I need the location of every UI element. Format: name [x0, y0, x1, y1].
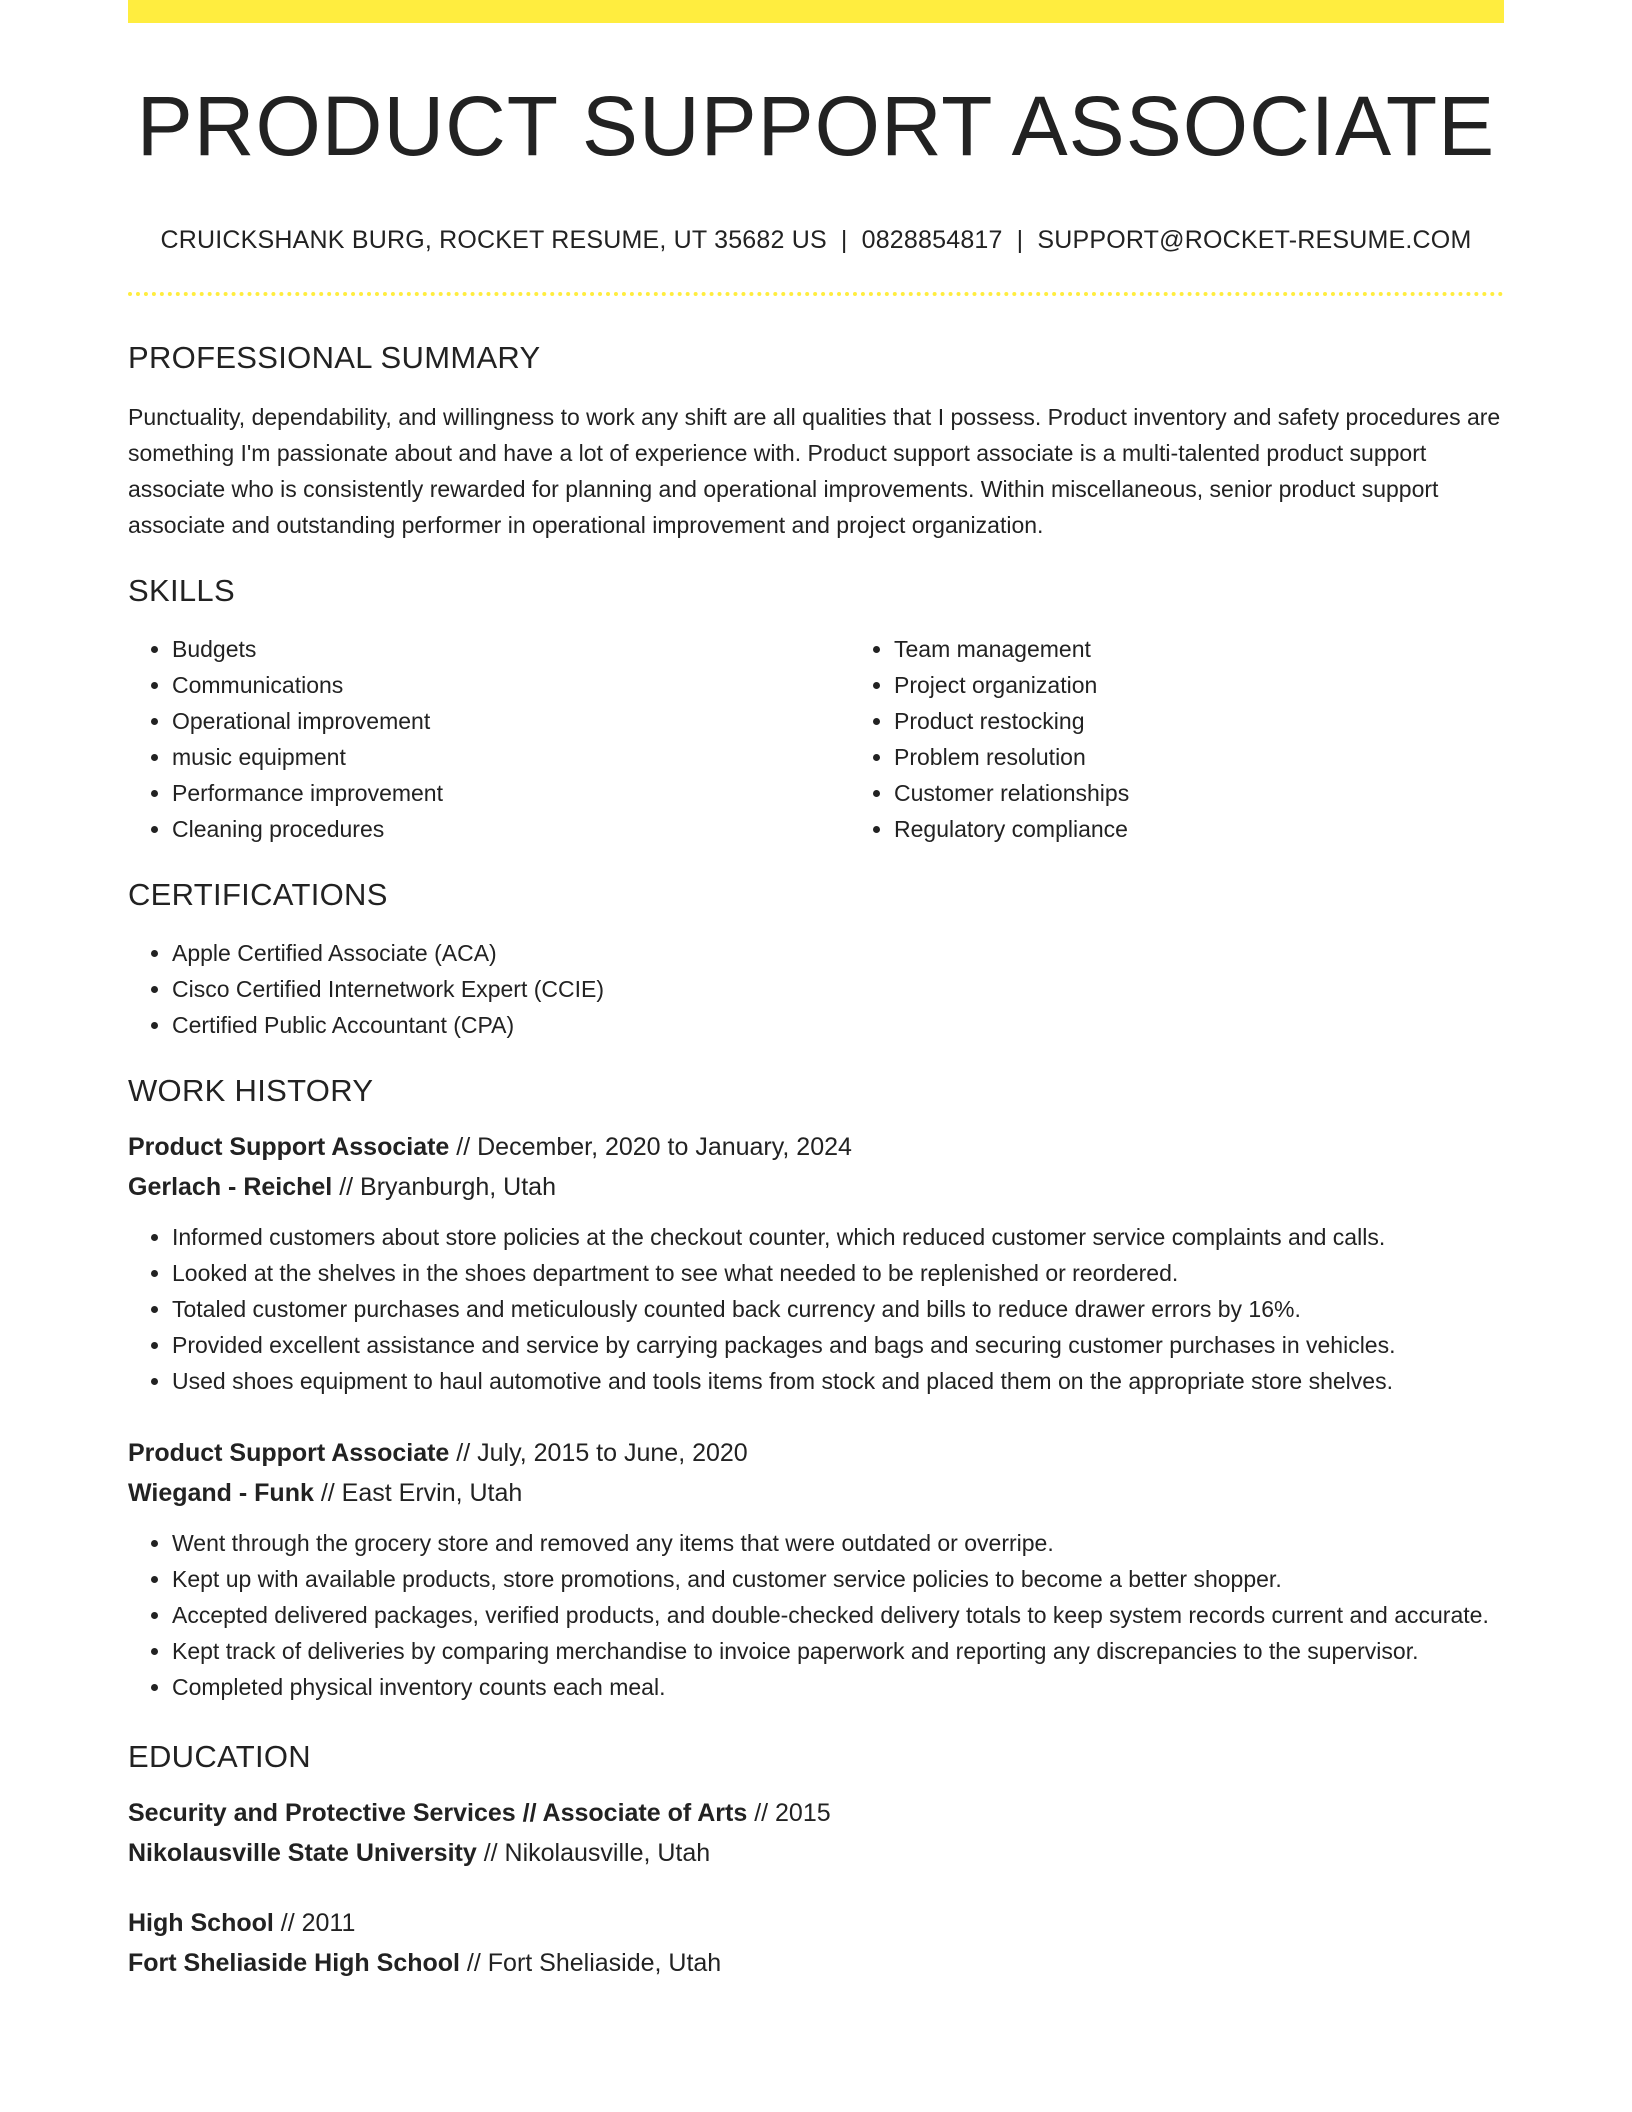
- skills-section: [128, 573, 1504, 847]
- education-degree: High School: [128, 1909, 274, 1938]
- resume-page: [128, 0, 1504, 1983]
- education-degree: Security and Protective Services // Associate of Arts: [128, 1799, 748, 1828]
- skill-item: • music equipment: [172, 739, 850, 775]
- job-bullet: • Totaled customer purchases and meticulously counted back currency and bills to reduce drawer errors by 16%.: [172, 1291, 1504, 1327]
- job-bullet: • Kept track of deliveries by comparing merchandise to invoice paperwork and reporting any discrepancies to the supervisor.: [172, 1633, 1504, 1669]
- job-company: Gerlach - Reichel: [128, 1173, 333, 1202]
- job-dates: // December, 2020 to January, 2024: [449, 1133, 852, 1162]
- job-dates: // July, 2015 to June, 2020: [449, 1439, 748, 1468]
- skill-item: • Project organization: [894, 667, 1572, 703]
- skill-item: • Team management: [894, 631, 1572, 667]
- skill-item: • Cleaning procedures: [172, 811, 850, 847]
- education-location: // Nikolausville, Utah: [476, 1839, 711, 1868]
- job-bullets: [128, 1219, 1504, 1399]
- education-year: // 2015: [747, 1799, 831, 1828]
- certification-item: • Cisco Certified Internetwork Expert (CCIE): [172, 971, 1504, 1007]
- certifications-list: [128, 935, 1504, 1043]
- certification-item: • Certified Public Accountant (CPA): [172, 1007, 1504, 1043]
- section-title-work-history: WORK HISTORY: [128, 1073, 374, 1109]
- education-degree-line: [128, 1793, 1504, 1833]
- contact-email: SUPPORT@ROCKET-RESUME.COM: [1037, 226, 1472, 255]
- job-bullet: • Accepted delivered packages, verified products, and double-checked delivery totals to keep system records current and accurate.: [172, 1597, 1504, 1633]
- skill-item: • Product restocking: [894, 703, 1572, 739]
- contact-separator: |: [840, 226, 848, 255]
- education-degree-line: [128, 1903, 1504, 1943]
- contact-line: [128, 226, 1504, 255]
- skills-list-right: [850, 631, 1572, 847]
- job-bullet: • Used shoes equipment to haul automotive and tools items from stock and placed them on the appropriate store shelves.: [172, 1363, 1504, 1399]
- section-title-summary: PROFESSIONAL SUMMARY: [128, 340, 541, 376]
- section-title-certifications: CERTIFICATIONS: [128, 877, 388, 913]
- summary-text: Punctuality, dependability, and willingness to work any shift are all qualities that I possess. Product inventory and safety procedures are something I'm passionate about and have a lot of experience with. Product support associate is a multi-talented product support associate who is consistently rewarded for planning and operational improvements. Within miscellaneous, senior product support associate and outstanding performer in operational improvement and project organization.: [128, 404, 1501, 539]
- skill-item: • Budgets: [172, 631, 850, 667]
- job-entry: [128, 1127, 1504, 1399]
- education-year: // 2011: [273, 1909, 356, 1938]
- skill-item: • Communications: [172, 667, 850, 703]
- skill-item: • Problem resolution: [894, 739, 1572, 775]
- education-entry: [128, 1903, 1504, 1983]
- job-bullet: • Completed physical inventory counts each meal.: [172, 1669, 1504, 1705]
- job-bullet: • Looked at the shelves in the shoes department to see what needed to be replenished or reordered.: [172, 1255, 1504, 1291]
- skills-list-left: [128, 631, 850, 847]
- job-location: // East Ervin, Utah: [313, 1479, 523, 1508]
- certifications-section: [128, 877, 1504, 1043]
- education-section: [128, 1739, 1504, 1983]
- contact-address: CRUICKSHANK BURG, ROCKET RESUME, UT 35682 US: [160, 226, 827, 255]
- summary-section: [128, 340, 1504, 543]
- education-school-line: [128, 1943, 1504, 1983]
- job-bullet: • Provided excellent assistance and service by carrying packages and bags and securing customer purchases in vehicles.: [172, 1327, 1504, 1363]
- education-location: // Fort Sheliaside, Utah: [459, 1949, 722, 1978]
- skills-columns: [128, 631, 1504, 847]
- job-company: Wiegand - Funk: [128, 1479, 314, 1508]
- certification-item: • Apple Certified Associate (ACA): [172, 935, 1504, 971]
- dotted-divider: [128, 292, 1504, 296]
- job-title-line: [128, 1433, 1504, 1473]
- job-title-line: [128, 1127, 1504, 1167]
- job-role: Product Support Associate: [128, 1439, 450, 1468]
- section-title-skills: SKILLS: [128, 573, 235, 609]
- education-school: Nikolausville State University: [128, 1839, 477, 1868]
- job-bullet: • Kept up with available products, store promotions, and customer service policies to become a better shopper.: [172, 1561, 1504, 1597]
- job-bullet: • Went through the grocery store and removed any items that were outdated or overripe.: [172, 1525, 1504, 1561]
- job-location: // Bryanburgh, Utah: [332, 1173, 556, 1202]
- job-role: Product Support Associate: [128, 1133, 450, 1162]
- education-school: Fort Sheliaside High School: [128, 1949, 460, 1978]
- skill-item: • Operational improvement: [172, 703, 850, 739]
- contact-phone: 0828854817: [861, 226, 1003, 255]
- job-bullets: [128, 1525, 1504, 1705]
- skill-item: • Performance improvement: [172, 775, 850, 811]
- top-accent-bar: [128, 0, 1504, 23]
- work-history-section: [128, 1073, 1504, 1705]
- resume-name: PRODUCT SUPPORT ASSOCIATE: [136, 79, 1496, 173]
- section-title-education: EDUCATION: [128, 1739, 311, 1775]
- skill-item: • Regulatory compliance: [894, 811, 1572, 847]
- education-school-line: [128, 1833, 1504, 1873]
- job-company-line: [128, 1473, 1504, 1513]
- skill-item: • Customer relationships: [894, 775, 1572, 811]
- job-company-line: [128, 1167, 1504, 1207]
- job-bullet: • Informed customers about store policies at the checkout counter, which reduced customer service complaints and calls.: [172, 1219, 1504, 1255]
- contact-separator: |: [1016, 226, 1024, 255]
- job-entry: [128, 1433, 1504, 1705]
- education-entry: [128, 1793, 1504, 1873]
